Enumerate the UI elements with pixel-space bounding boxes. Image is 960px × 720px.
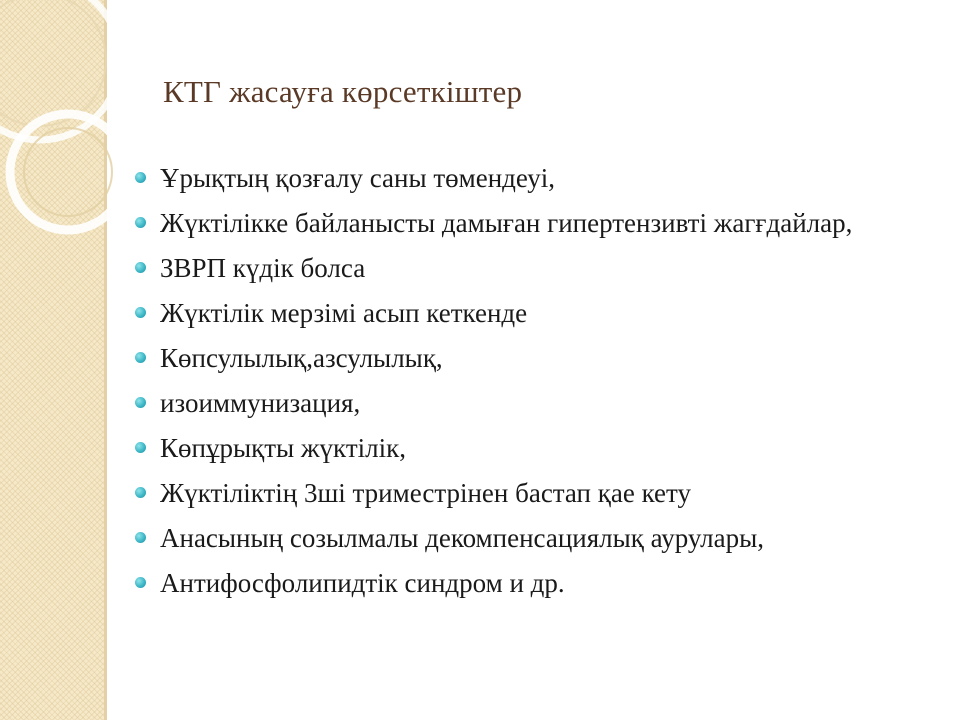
bullet-dot-icon bbox=[135, 307, 146, 318]
bullet-text: ЗВРП күдік болса bbox=[160, 253, 366, 283]
bullet-text: Жүктілікке байланысты дамыған гипертензивті жагғдайлар, bbox=[160, 208, 853, 238]
bullet-dot-icon bbox=[135, 352, 146, 363]
bullet-text: изоиммунизация, bbox=[160, 388, 361, 418]
bullet-item bbox=[133, 565, 923, 601]
bullet-list bbox=[133, 160, 923, 610]
bullet-item bbox=[133, 250, 923, 286]
bullet-dot-icon bbox=[135, 172, 146, 183]
bullet-item bbox=[133, 160, 923, 196]
bullet-text: Көпсулылық,азсулылық, bbox=[160, 343, 443, 373]
bullet-text: Жүктілік мерзімі асып кеткенде bbox=[160, 298, 528, 328]
bullet-text: Жүктіліктің 3ші триместрінен бастап қае кету bbox=[160, 478, 691, 508]
bullet-item bbox=[133, 520, 923, 556]
bullet-dot-icon bbox=[135, 577, 146, 588]
bullet-item bbox=[133, 430, 923, 466]
bullet-text: Ұрықтың қозғалу саны төмендеуі, bbox=[160, 163, 555, 193]
slide-title: КТГ жасауға көрсеткіштер bbox=[163, 74, 523, 109]
bullet-dot-icon bbox=[135, 397, 146, 408]
bullet-text: Антифосфолипидтік синдром и др. bbox=[160, 568, 565, 598]
bullet-item bbox=[133, 205, 923, 241]
bullet-item bbox=[133, 475, 923, 511]
bullet-dot-icon bbox=[135, 532, 146, 543]
bullet-text: Көпұрықты жүктілік, bbox=[160, 433, 406, 463]
bullet-dot-icon bbox=[135, 487, 146, 498]
bullet-dot-icon bbox=[135, 217, 146, 228]
bullet-dot-icon bbox=[135, 442, 146, 453]
bullet-item bbox=[133, 295, 923, 331]
bullet-dot-icon bbox=[135, 262, 146, 273]
bullet-text: Анасының созылмалы декомпенсациялық аурулары, bbox=[160, 523, 765, 553]
bullet-item bbox=[133, 385, 923, 421]
bullet-item bbox=[133, 340, 923, 376]
